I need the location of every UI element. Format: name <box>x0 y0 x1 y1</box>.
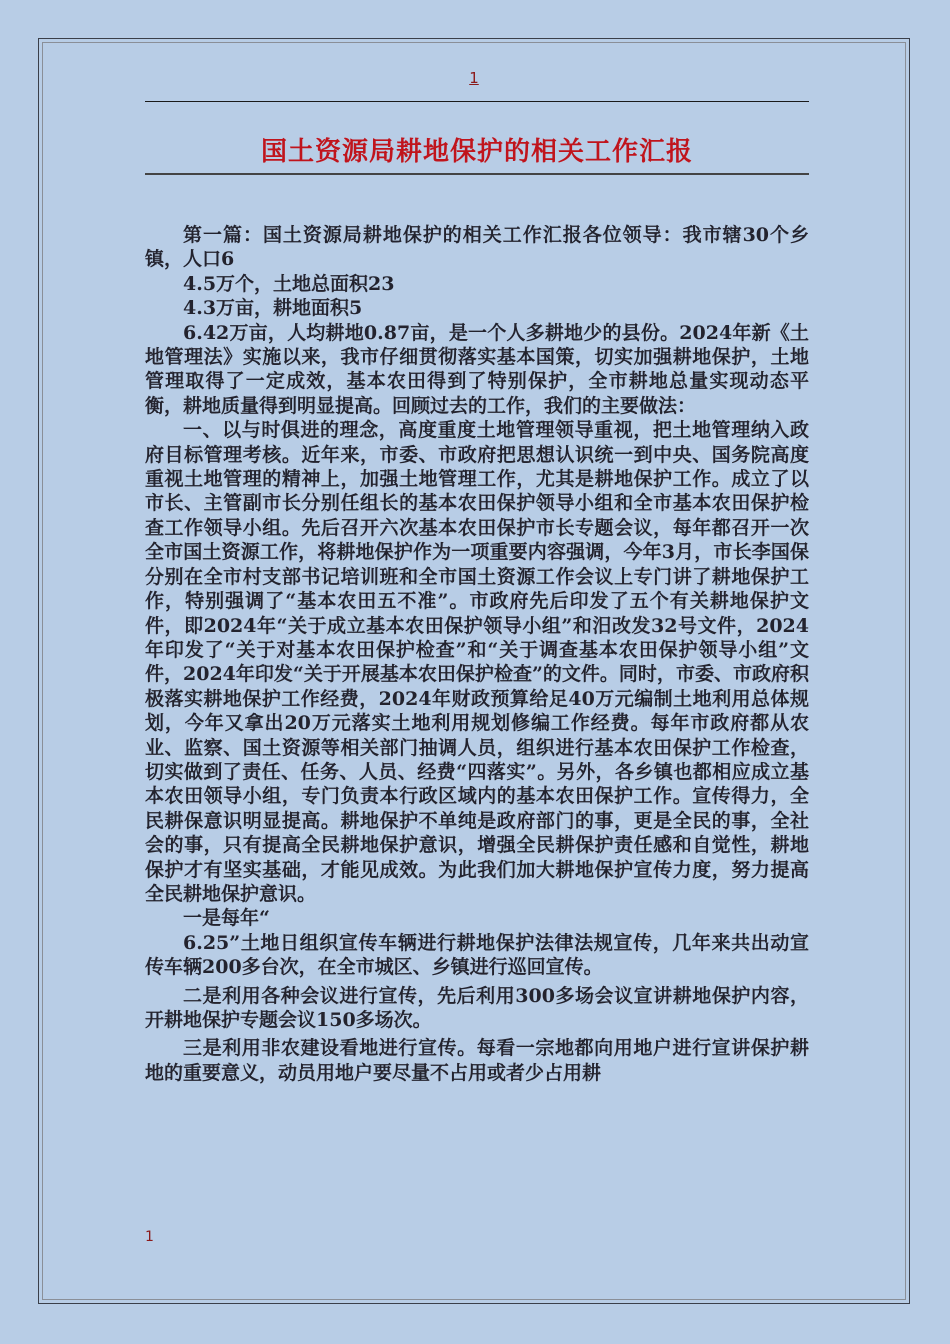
title-rule <box>145 173 809 175</box>
paragraph: 一是每年“ <box>183 907 270 930</box>
document-title: 国土资源局耕地保护的相关工作汇报 <box>260 137 693 167</box>
paragraph: 4.5万个，土地总面积23 <box>183 272 395 295</box>
paragraph: 6.42万亩，人均耕地0.87亩，是一个人多耕地少的县份。2024年新《土地管理法》实施以来，我市仔细贯彻落实基本国策，切实加强耕地保护，土地管理取得了一定成效，基本农田得到了特别保护，全市耕地总量实现动态平衡，耕地质量得到明显提高。回顾过去的工作，我们的主要做法： <box>145 321 809 417</box>
header-rule <box>145 101 809 102</box>
paragraph: 二是利用各种会议进行宣传，先后利用300多场会议宣讲耕地保护内容，开耕地保护专题会议150多场次。 <box>145 984 809 1031</box>
header-page-number: 1 <box>469 69 479 87</box>
paragraph: 4.3万亩，耕地面积5 <box>183 297 363 320</box>
document-body <box>145 223 809 1085</box>
footer-page-number: 1 <box>145 1229 154 1245</box>
paragraph: 三是利用非农建设看地进行宣传。每看一宗地都向用地户进行宣讲保护耕地的重要意义，动员用地户要尽量不占用或者少占用耕 <box>145 1037 809 1084</box>
paragraph: 一、以与时俱进的理念，高度重度土地管理领导重视，把土地管理纳入政府目标管理考核。近年来，市委、市政府把思想认识统一到中央、国务院高度重视土地管理的精神上，加强土地管理工作，尤其是耕地保护工作。成立了以市长、主管副市长分别任组长的基本农田保护领导小组和全市基本农田保护检查工作领导小组。先后召开六次基本农田保护市长专题会议，每年都召开一次全市国土资源工作，将耕地保护作为一项重要内容强调，今年3月，市长李国保分别在全市村支部书记培训班和全市国土资源工作会议上专门讲了耕地保护工作，特别强调了“基本农田五不准”。市政府先后印发了五个有关耕地保护文件，即2024年“关于成立基本农田保护领导小组”和汨改发32号文件，2024年印发了“关于对基本农田保护检查”和“关于调查基本农田保护领导小组”文件，2024年印发“关于开展基本农田保护检查”的文件。同时，市委、市政府积极落实耕地保护工作经费，2024年财政预算给足40万元编制土地利用总体规划，今年又拿出20万元落实土地利用规划修编工作经费。每年市政府都从农业、监察、国土资源等相关部门抽调人员，组织进行基本农田保护工作检查，切实做到了责任、任务、人员、经费“四落实”。另外，各乡镇也都相应成立基本农田领导小组，专门负责本行政区域内的基本农田保护工作。宣传得力，全民耕保意识明显提高。耕地保护不单纯是政府部门的事，更是全民的事，全社会的事，只有提高全民耕地保护意识，增强全民耕保护责任感和自觉性，耕地保护才有坚实基础，才能见成效。为此我们加大耕地保护宣传力度，努力提高全民耕地保护意识。 <box>145 419 809 905</box>
paragraph: 第一篇：国土资源局耕地保护的相关工作汇报各位领导：我市辖30个乡镇，人口6 <box>145 224 809 271</box>
paragraph: 6.25”土地日组织宣传车辆进行耕地保护法律法规宣传，几年来共出动宣传车辆200多台次，在全市城区、乡镇进行巡回宣传。 <box>145 931 809 979</box>
document-page <box>38 38 910 1304</box>
